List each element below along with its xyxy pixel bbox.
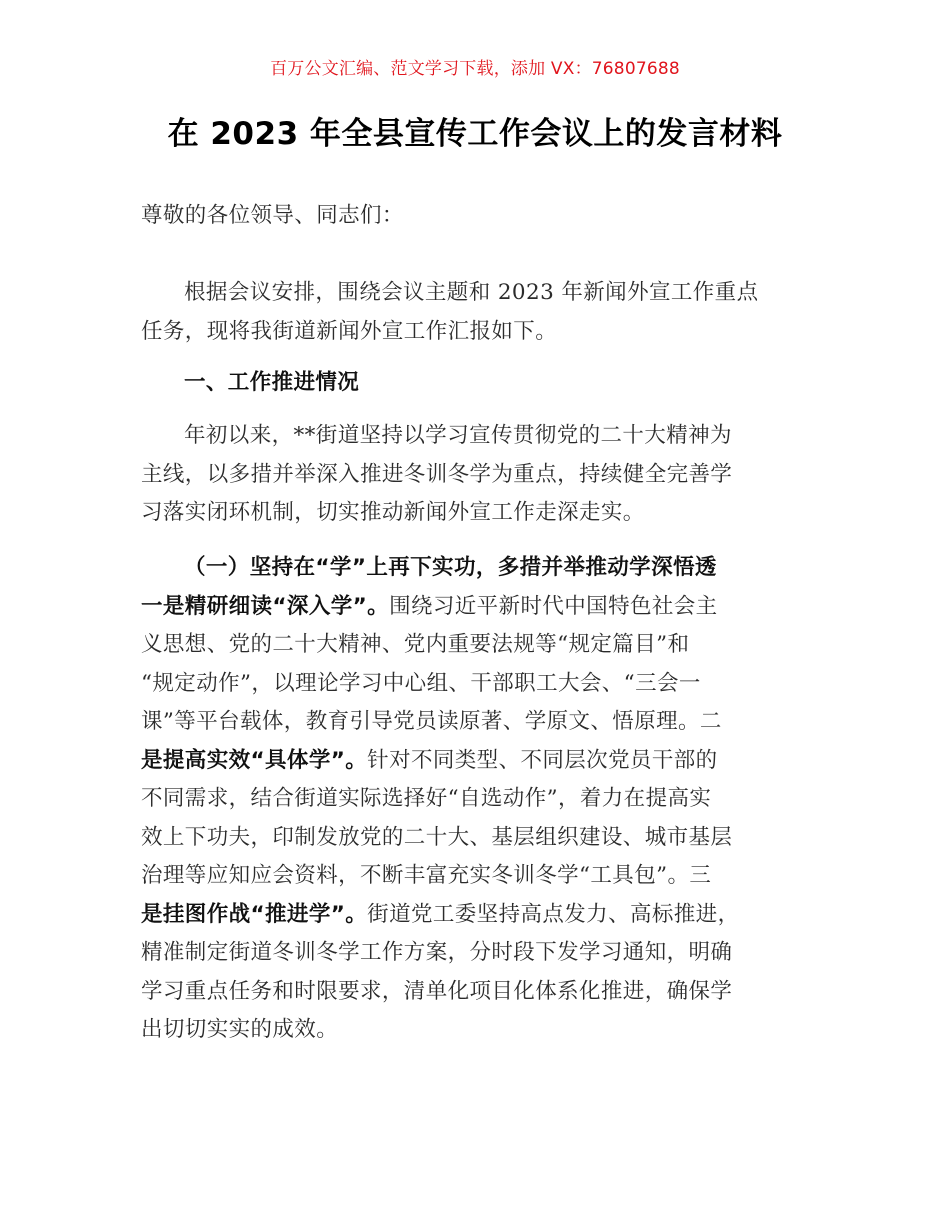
paragraph-line: 不同需求，结合街道实际选择好“自选动作”，着力在提高实 — [141, 786, 712, 811]
document-title: 在 2023 年全县宣传工作会议上的发言材料 — [167, 116, 783, 152]
intro-paragraph — [141, 274, 813, 351]
salutation — [141, 197, 813, 236]
paragraph-text: 围绕习近平新时代中国特色社会主 — [389, 593, 718, 619]
point-3-label: 是挂图作战“推进学”。 — [141, 901, 368, 927]
paragraph-line: 习落实闭环机制，切实推动新闻外宣工作走深走实。 — [141, 500, 645, 525]
paragraph-line: 根据会议安排，围绕会议主题和 2023 年新闻外宣工作重点 — [184, 280, 759, 305]
section-heading — [141, 364, 813, 403]
paragraph-line: 任务，现将我街道新闻外宣工作汇报如下。 — [141, 318, 558, 344]
paragraph-text: 街道党工委坚持高点发力、高标推进， — [367, 901, 740, 927]
section-1-heading: 一、工作推进情况 — [184, 370, 360, 395]
paragraph-line: “规定动作”，以理论学习中心组、干部职工大会、“三会一 — [141, 670, 701, 696]
paragraph-line: 效上下功夫，印制发放党的二十大、基层组织建设、城市基层 — [141, 824, 733, 850]
point-2-label: 是提高实效“具体学”。 — [141, 747, 368, 773]
paragraph-line: 义思想、党的二十大精神、党内重要法规等“规定篇目”和 — [141, 632, 690, 657]
paragraph-line: 出切切实实的成效。 — [141, 1017, 339, 1042]
paragraph-text: 针对不同类型、不同层次党员干部的 — [367, 747, 718, 773]
section-1-intro-paragraph — [141, 417, 813, 533]
paragraph-line: 主线，以多措并举深入推进冬训冬学为重点，持续健全完善学 — [141, 461, 733, 487]
paragraph-line: 治理等应知应会资料，不断丰富充实冬训冬学“工具包”。三 — [141, 863, 712, 888]
salutation-text: 尊敬的各位领导、同志们： — [141, 203, 404, 228]
promo-banner: 百万公文汇编、范文学习下载，添加 VX：76807688 — [270, 59, 680, 79]
paragraph-line: 学习重点任务和时限要求，清单化项目化体系化推进，确保学 — [141, 978, 733, 1004]
paragraph-line: 精准制定街道冬训冬学工作方案，分时段下发学习通知，明确 — [141, 940, 733, 965]
subsection-1-paragraph — [141, 549, 813, 1050]
paragraph-line: 课”等平台载体，教育引导党员读原著、学原文、悟原理。二 — [141, 709, 722, 734]
subsection-1-heading: （一）坚持在“学”上再下实功，多措并举推动学深悟透 — [184, 555, 717, 580]
paragraph-line: 年初以来，**街道坚持以学习宣传贯彻党的二十大精神为 — [184, 423, 732, 448]
point-1-label: 一是精研细读“深入学”。 — [141, 593, 390, 619]
